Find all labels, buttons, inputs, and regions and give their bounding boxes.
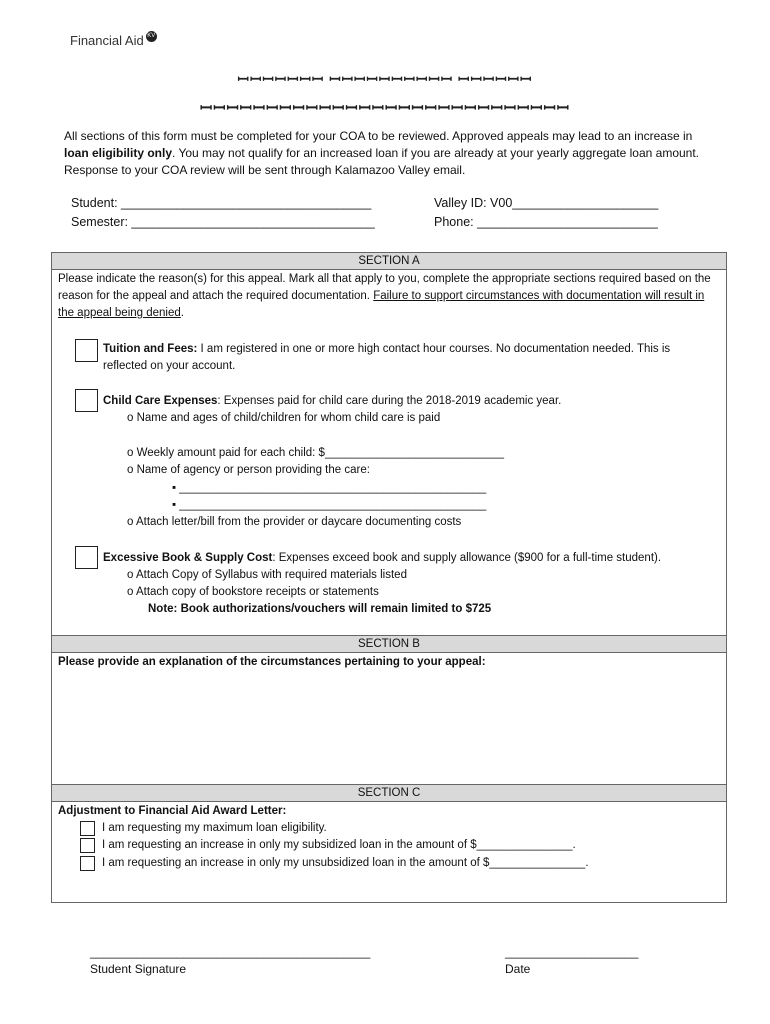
form-title: ꟷꟷꟷꟷꟷꟷꟷ ꟷꟷꟷꟷꟷꟷꟷꟷꟷꟷ ꟷꟷꟷꟷꟷꟷ (237, 71, 533, 87)
section-b-prompt: Please provide an explanation of the circumstances pertaining to your appeal: (58, 656, 486, 668)
book-option: Excessive Book & Supply Cost: Expenses exceed book and supply allowance ($900 for a full-time student). (103, 552, 662, 564)
unsubsidized-checkbox[interactable] (80, 856, 95, 871)
max-loan-option: I am requesting my maximum loan eligibility. (102, 822, 327, 834)
agency-line[interactable]: ▪ ________________________________________________ (172, 482, 487, 494)
book-note: Note: Book authorizations/vouchers will remain limited to $725 (148, 603, 492, 615)
childcare-item: o Name and ages of child/children for whom child care is paid (127, 412, 441, 424)
section-c-header: SECTION C (52, 785, 726, 802)
semester-field[interactable]: Semester: ___________________________________ (71, 215, 375, 229)
tuition-option: Tuition and Fees: I am registered in one or more high contact hour courses. No documentation needed. This is reflected on your account. (103, 343, 671, 372)
form-subtitle: ꟷꟷꟷꟷꟷꟷꟷꟷꟷꟷꟷꟷꟷꟷꟷꟷꟷꟷꟷꟷꟷꟷꟷꟷꟷꟷꟷꟷ (200, 100, 570, 117)
logo (70, 33, 157, 48)
section-a-header: SECTION A (52, 253, 726, 270)
intro-bold: loan eligibility only (64, 146, 173, 160)
childcare-checkbox[interactable] (75, 389, 98, 412)
section-b (51, 635, 727, 786)
signature-label: Student Signature (90, 962, 187, 976)
tuition-checkbox[interactable] (75, 339, 98, 362)
book-item: o Attach copy of bookstore receipts or statements (127, 586, 379, 598)
book-checkbox[interactable] (75, 546, 98, 569)
subsidized-checkbox[interactable] (80, 838, 95, 853)
section-a-instructions: Please indicate the reason(s) for this appeal. Mark all that apply to you, complete the appropriate sections required based on the reason for the appeal and attach the required documentation. Failure to support circumstances with documentation will result in the appeal being denied. (58, 273, 711, 319)
logo-text: Financial Aid (70, 33, 144, 48)
logo-badge: KV (146, 31, 157, 42)
childcare-option: Child Care Expenses: Expenses paid for child care during the 2018-2019 academic year. (103, 395, 562, 407)
date-line[interactable]: ____________________ (505, 945, 639, 959)
signature-line[interactable]: __________________________________________ (90, 945, 371, 959)
section-c-title: Adjustment to Financial Aid Award Letter: (58, 805, 287, 817)
agency-line[interactable]: ▪ ________________________________________________ (172, 499, 487, 511)
explanation-area[interactable] (52, 672, 726, 782)
subsidized-option: I am requesting an increase in only my subsidized loan in the amount of $_______________. (102, 839, 576, 851)
unsubsidized-option: I am requesting an increase in only my unsubsidized loan in the amount of $_______________. (102, 857, 589, 869)
phone-field[interactable]: Phone: __________________________ (434, 215, 658, 229)
date-label: Date (505, 962, 531, 976)
childcare-item: o Attach letter/bill from the provider or daycare documenting costs (127, 516, 462, 528)
max-loan-checkbox[interactable] (80, 821, 95, 836)
book-item: o Attach Copy of Syllabus with required materials listed (127, 569, 407, 581)
student-field[interactable]: Student: ____________________________________ (71, 196, 372, 210)
childcare-item[interactable]: o Weekly amount paid for each child: $____________________________ (127, 447, 505, 459)
section-b-header: SECTION B (52, 636, 726, 653)
childcare-item: o Name of agency or person providing the care: (127, 464, 370, 476)
intro-paragraph: All sections of this form must be completed for your COA to be reviewed. Approved appeals may lead to an increase in loan eligibility only. You may not qualify for an increased loan if you are already at your yearly aggregate loan amount. Response to your COA review will be sent through Kalamazoo Valley email. (64, 129, 700, 177)
valley-id-field[interactable]: Valley ID: V00_____________________ (434, 196, 659, 210)
